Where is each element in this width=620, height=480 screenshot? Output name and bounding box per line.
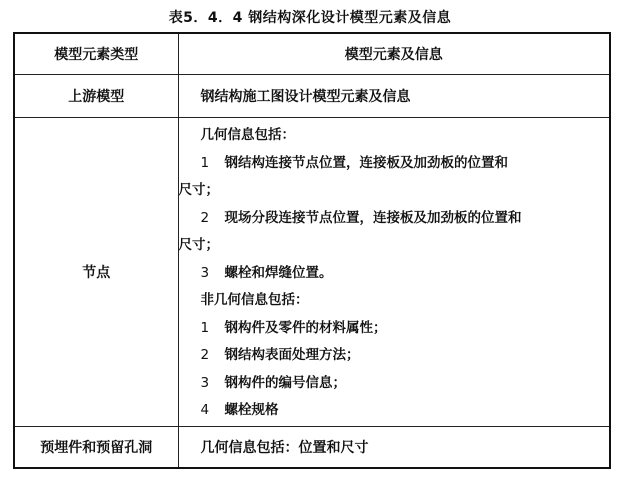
geo-item-2 xyxy=(201,205,604,233)
nongeo-item-2-text: 钢结构表面处理方法； xyxy=(224,347,360,363)
nongeo-item-4 xyxy=(201,397,604,425)
nongeo-item-2-num: 2 xyxy=(200,347,210,363)
geo-item-2-num: 2 xyxy=(200,209,210,226)
nongeo-item-4-text: 螺栓规格 xyxy=(224,402,279,418)
nongeo-item-1 xyxy=(201,315,604,343)
geo-item-1 xyxy=(201,150,604,178)
cell-info-embedded: 几何信息包括：位置和尺寸 xyxy=(178,427,610,469)
element-info-table xyxy=(13,32,611,469)
geo-item-3-text: 螺栓和焊缝位置。 xyxy=(224,264,333,281)
header-element-info: 模型元素及信息 xyxy=(178,33,610,75)
nongeo-item-2 xyxy=(201,342,604,370)
table-row-embedded xyxy=(14,427,610,469)
nongeo-item-1-text: 钢构件及零件的材料属性； xyxy=(224,319,387,336)
nongeo-item-1-num: 1 xyxy=(200,319,210,336)
geo-item-2-cont: 尺寸； xyxy=(178,237,219,253)
table-header-row xyxy=(14,33,610,75)
nongeo-item-3-num: 3 xyxy=(200,374,210,391)
table-row-upstream xyxy=(14,75,610,118)
table-row-node xyxy=(14,118,610,427)
geo-heading: 几何信息包括： xyxy=(200,127,295,143)
geo-item-1-cont: 尺寸； xyxy=(178,182,219,198)
geo-item-2-text: 现场分段连接节点位置，连接板及加劲板的位置和 xyxy=(224,209,522,226)
geo-item-3-num: 3 xyxy=(200,264,210,281)
cell-type-upstream: 上游模型 xyxy=(14,75,178,118)
geo-item-3 xyxy=(201,260,604,288)
cell-type-node: 节点 xyxy=(14,118,178,427)
cell-type-embedded: 预埋件和预留孔洞 xyxy=(14,427,178,469)
header-element-type: 模型元素类型 xyxy=(14,33,178,75)
geo-item-1-text: 钢结构连接节点位置，连接板及加劲板的位置和 xyxy=(224,154,508,171)
cell-info-node xyxy=(178,118,610,427)
table-title: 表5．4．4 钢结构深化设计模型元素及信息 xyxy=(168,10,452,26)
geo-item-1-num: 1 xyxy=(200,154,210,171)
nongeo-item-4-num: 4 xyxy=(200,402,210,418)
nongeo-item-3-text: 钢构件的编号信息； xyxy=(224,374,346,391)
nongeo-heading: 非几何信息包括： xyxy=(200,292,309,308)
nongeo-item-3 xyxy=(201,370,604,398)
cell-info-upstream: 钢结构施工图设计模型元素及信息 xyxy=(178,75,610,118)
